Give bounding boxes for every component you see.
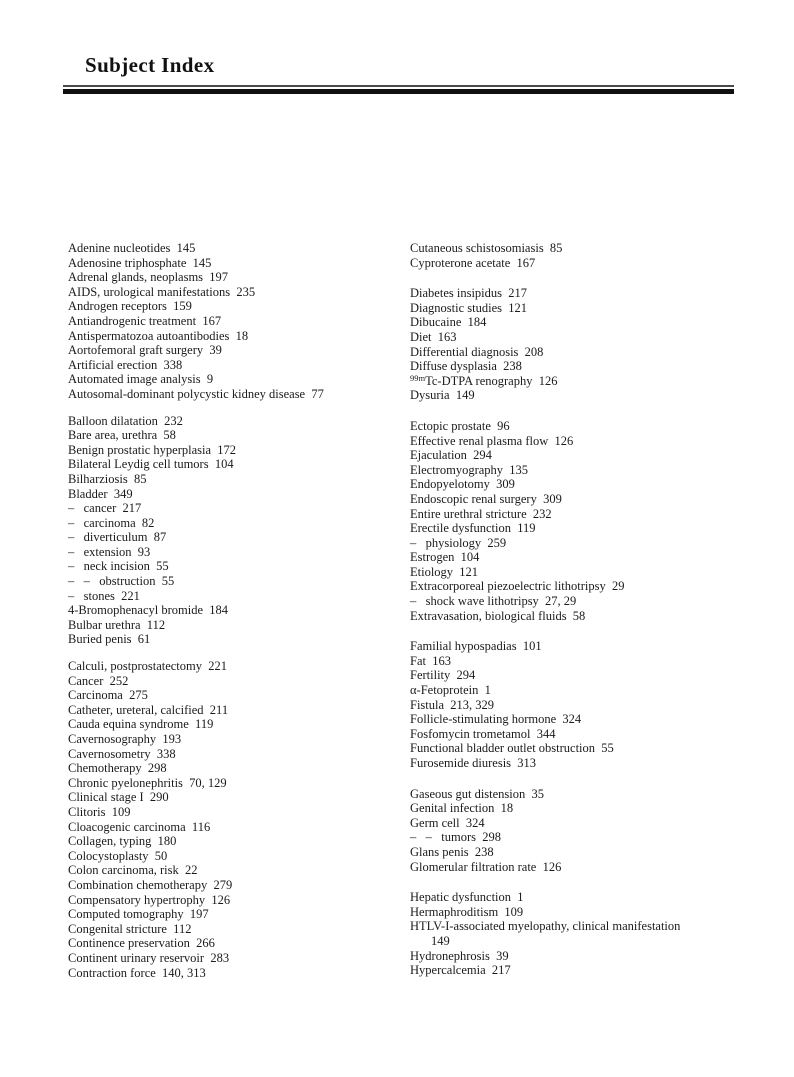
index-entry: Clitoris 109	[68, 804, 131, 819]
superscript-isotope-label: 99m	[410, 372, 426, 383]
index-entry: Diagnostic studies 121	[410, 300, 528, 315]
index-entry: Cauda equina syndrome 119	[68, 717, 214, 732]
index-entry: Fosfomycin trometamol 344	[410, 726, 556, 741]
index-entry: Cloacogenic carcinoma 116	[68, 819, 211, 834]
index-entry: Furosemide diuresis 313	[410, 756, 537, 770]
section-g	[410, 787, 782, 875]
index-entry: Bulbar urethra 112	[68, 617, 166, 632]
index-entry: Hermaphroditism 109	[410, 904, 524, 919]
index-entry: Familial hypospadias 101	[410, 639, 542, 654]
index-entry: – – tumors 298	[410, 830, 501, 845]
index-entry: Adenine nucleotides 145	[68, 241, 196, 255]
index-entry: – physiology 259	[410, 535, 507, 550]
index-entry: Dibucaine 184	[410, 315, 487, 330]
index-entry: Carcinoma 275	[68, 688, 148, 703]
section-h	[410, 890, 782, 978]
index-entry: Colocystoplasty 50	[68, 848, 168, 863]
section-a	[68, 241, 404, 402]
index-entry: Cutaneous schistosomiasis 85	[410, 241, 563, 255]
index-entry: Ejaculation 294	[410, 448, 492, 463]
index-entry: Autosomal-dominant polycystic kidney disease 77	[68, 386, 324, 401]
index-entry: Endoscopic renal surgery 309	[410, 491, 562, 506]
index-entry: Hydronephrosis 39	[410, 948, 509, 963]
index-entry: Fertility 294	[410, 668, 476, 683]
index-entry: – diverticulum 87	[68, 530, 167, 545]
index-entry: – – obstruction 55	[68, 574, 175, 589]
index-entry: Bilharziosis 85	[68, 471, 147, 486]
section-c	[68, 659, 404, 980]
index-entry: Compensatory hypertrophy 126	[68, 892, 231, 907]
index-entry: – cancer 217	[68, 501, 142, 516]
index-entry: AIDS, urological manifestations 235	[68, 284, 256, 299]
section-b	[68, 414, 404, 648]
index-entry: Differential diagnosis 208	[410, 344, 544, 359]
index-entry: Diet 163	[410, 329, 457, 344]
index-entry: Genital infection 18	[410, 801, 514, 816]
index-entry: Chemotherapy 298	[68, 761, 167, 776]
index-entry: Contraction force 140, 313	[68, 965, 206, 980]
index-entry: Artificial erection 338	[68, 357, 183, 372]
index-column-right	[410, 241, 782, 978]
index-entry: Entire urethral stricture 232	[410, 506, 552, 521]
index-entry: Bladder 349	[68, 486, 133, 501]
index-entry: Adenosine triphosphate 145	[68, 255, 212, 270]
section-f	[410, 639, 782, 770]
index-entry: Adrenal glands, neoplasms 197	[68, 270, 229, 285]
index-entry: Glans penis 238	[410, 844, 494, 859]
index-entry: Antispermatozoa autoantibodies 18	[68, 328, 249, 343]
index-entry: Cavernosometry 338	[68, 746, 176, 761]
index-entry: – shock wave lithotripsy 27, 29	[410, 594, 577, 609]
index-entry: Gaseous gut distension 35	[410, 786, 545, 801]
index-entry: Automated image analysis 9	[68, 372, 214, 387]
index-entry: Chronic pyelonephritis 70, 129	[68, 775, 227, 790]
index-entry: HTLV-I-associated myelopathy, clinical manifestation	[410, 919, 681, 934]
index-entry: Endopyelotomy 309	[410, 477, 515, 492]
index-entry: Balloon dilatation 232	[68, 413, 183, 428]
section-c-continued	[410, 241, 782, 270]
index-entry: Cavernosography 193	[68, 732, 182, 746]
index-entry: – extension 93	[68, 544, 151, 559]
index-entry: Continence preservation 266	[68, 936, 215, 951]
index-entry: Buried penis 61	[68, 632, 151, 647]
index-entry: Bilateral Leydig cell tumors 104	[68, 457, 234, 472]
index-entry: – carcinoma 82	[68, 515, 155, 530]
index-entry: Aortofemoral graft surgery 39	[68, 343, 222, 358]
index-entry: Functional bladder outlet obstruction 55	[410, 741, 614, 756]
index-column-left	[68, 241, 404, 980]
index-entry: Effective renal plasma flow 126	[410, 433, 574, 448]
index-entry: Calculi, postprostatectomy 221	[68, 659, 228, 674]
index-entry: Follicle-stimulating hormone 324	[410, 712, 582, 727]
index-entry: Hypercalcemia 217	[410, 963, 511, 978]
index-entry: Dysuria 149	[410, 388, 475, 403]
index-entry: Ectopic prostate 96	[410, 418, 510, 433]
index-entry: Extracorporeal piezoelectric lithotripsy 29	[410, 579, 625, 594]
index-entry: Collagen, typing 180	[68, 834, 177, 849]
index-entry: Cancer 252	[68, 673, 129, 688]
index-entry: $^{99m}$Tc-DTPA renography 126	[410, 372, 558, 388]
index-entry: 149	[431, 933, 450, 948]
page-title: Subject Index	[85, 53, 215, 77]
index-entry: Combination chemotherapy 279	[68, 877, 233, 892]
index-entry: Diffuse dysplasia 238	[410, 359, 522, 374]
index-entry: – neck incision 55	[68, 559, 169, 574]
index-entry: Electromyography 135	[410, 462, 529, 477]
index-entry: Fistula 213, 329	[410, 697, 495, 712]
section-d	[410, 286, 782, 403]
header-rule-thin	[63, 85, 734, 87]
header-rule-thick	[63, 89, 734, 94]
index-entry: Fat 163	[410, 653, 451, 668]
index-entry: Androgen receptors 159	[68, 299, 192, 314]
index-entry: α-Fetoprotein 1	[410, 683, 491, 698]
section-e	[410, 419, 782, 623]
index-entry: Cyproterone acetate 167	[410, 255, 536, 270]
index-entry: Hepatic dysfunction 1	[410, 890, 524, 905]
index-entry: Etiology 121	[410, 564, 479, 579]
index-entry: Continent urinary reservoir 283	[68, 950, 230, 965]
index-entry: Extravasation, biological fluids 58	[410, 608, 586, 623]
index-entry: Computed tomography 197	[68, 907, 209, 922]
index-entry: Bare area, urethra 58	[68, 428, 176, 443]
index-entry: Antiandrogenic treatment 167	[68, 313, 222, 328]
index-entry: Catheter, ureteral, calcified 211	[68, 702, 229, 717]
index-entry: Benign prostatic hyperplasia 172	[68, 442, 237, 457]
index-entry: Estrogen 104	[410, 550, 480, 565]
index-entry: Glomerular filtration rate 126	[410, 859, 562, 874]
index-entry: Diabetes insipidus 217	[410, 286, 528, 301]
index-entry: Clinical stage I 290	[68, 790, 169, 805]
index-entry: Erectile dysfunction 119	[410, 521, 536, 536]
index-entry: Germ cell 324	[410, 815, 485, 830]
index-entry: 4-Bromophenacyl bromide 184	[68, 603, 229, 618]
index-entry: – stones 221	[68, 588, 140, 603]
index-entry: Colon carcinoma, risk 22	[68, 863, 198, 878]
index-entry: Congenital stricture 112	[68, 921, 192, 936]
